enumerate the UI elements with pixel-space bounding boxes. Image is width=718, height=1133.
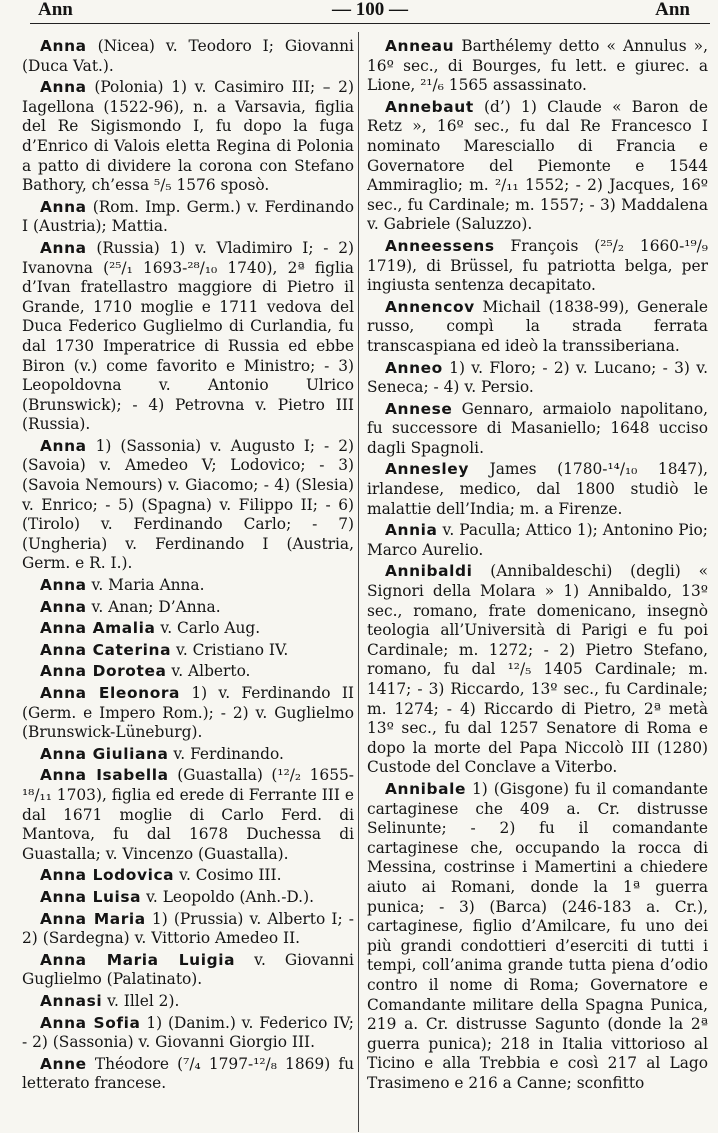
entry-headword: Anna: [40, 78, 87, 97]
entry-text: v. Carlo Aug.: [160, 619, 261, 638]
dictionary-entry: [22, 866, 354, 886]
dictionary-entry: [22, 992, 354, 1012]
entry-text: v. Paculla; Attico 1); Antonino Pio; Marco Aurelio.: [367, 521, 708, 559]
dictionary-entry: [367, 98, 708, 235]
entry-text: Gennaro, armaiolo napolitano, fu successore di Masaniello; 1648 ucciso dagli Spagnoli.: [367, 399, 708, 457]
entry-headword: Annasi: [40, 991, 103, 1010]
header-rule: [30, 23, 710, 24]
dictionary-entry: [22, 766, 354, 864]
entry-headword: Anna Isabella: [40, 766, 169, 785]
entry-headword: Annibaldi: [385, 562, 473, 581]
dictionary-entry: [22, 37, 354, 76]
entry-text: (Annibaldeschi) (degli) « Signori della Molara » 1) Annibaldo, 13º sec., romano, frate domenicano, insegnò teologia all’Università di Parigi e fu poi Cardinale; m. 1272; - 2) Pietro Stefano, romano, fu dal ¹²/₅ 1405 Cardinale; m. 1417; - 3) Riccardo, 13º sec., fu Cardinale; m. 1274; - 4) Riccardo di Pietro, 2ª metà 13º sec., fu dal 1257 Senatore di Roma e dopo la morte del Papa Niccolò III (1280) Custode del Conclave a Viterbo.: [367, 562, 708, 777]
entry-text: (Polonia) 1) v. Casimiro III; – 2) Iagellona (1522-96), n. a Varsavia, figlia del Re Sigismondo I, fu dopo la fuga d’Enrico di Valois eletta Regina di Polonia a patto di dividere la corona con Stefano Bathory, ch’essa ⁵/₅ 1576 sposò.: [22, 78, 354, 195]
entry-text: v. Anan; D’Anna.: [91, 597, 221, 616]
entry-text: v. Alberto.: [171, 662, 251, 681]
left-column: [22, 37, 354, 1096]
entry-headword: Anne: [40, 1054, 87, 1073]
dictionary-entry: [22, 1014, 354, 1053]
entry-headword: Anna: [40, 238, 87, 257]
dictionary-entry: [22, 1055, 354, 1094]
dictionary-entry: [22, 910, 354, 949]
entry-headword: Anna Dorotea: [40, 662, 167, 681]
entry-headword: Anna: [40, 436, 87, 455]
dictionary-entry: [22, 239, 354, 435]
entry-headword: Anna Maria: [40, 909, 146, 928]
dictionary-entry: [367, 37, 708, 96]
entry-text: v. Maria Anna.: [91, 576, 205, 595]
dictionary-entry: [367, 359, 708, 398]
dictionary-entry: [22, 888, 354, 908]
dictionary-entry: [22, 745, 354, 765]
dictionary-entry: [22, 641, 354, 661]
entry-headword: Anna Lodovica: [40, 866, 175, 885]
entry-text: Théodore (⁷/₄ 1797-¹²/₈ 1869) fu letterato francese.: [22, 1054, 354, 1093]
entry-headword: Anna Giuliana: [40, 744, 169, 763]
entry-headword: Annibale: [385, 779, 467, 798]
entry-text: v. Illel 2).: [107, 991, 180, 1010]
running-header: [30, 0, 710, 20]
dictionary-entry: [367, 521, 708, 560]
dictionary-entry: [22, 78, 354, 196]
entry-headword: Anna: [40, 597, 87, 616]
entry-text: 1) (Prussia) v. Alberto I; - 2) (Sardegna) v. Vittorio Amedeo II.: [22, 909, 354, 948]
dictionary-entry: [22, 619, 354, 639]
entry-headword: Anna Sofia: [40, 1013, 141, 1032]
entry-headword: Annencov: [385, 297, 475, 316]
dictionary-entry: [22, 437, 354, 574]
entry-headword: Anna: [40, 576, 87, 595]
entry-text: 1) (Gisgone) fu il comandante cartaginese che 409 a. Cr. distrusse Selinunte; - 2) fu il comandante cartaginese che, occupando la rocca di Messina, costrinse i Mamertini a chiedere aiuto ai Romani, donde la 1ª guerra punica; - 3) (Barca) (246-183 a. Cr.), cartaginese, figlio d’Amilcare, fu uno dei più grandi condottieri d’eserciti di tutti i tempi, coll’anima grande tutta piena d’odio contro il nome di Roma; Governatore e Comandante militare della Spagna Punica, 219 a. Cr. distrusse Sagunto (donde la 2ª guerra punica); 218 in Italia vittorioso al Ticino e alla Trebbia e così 217 al Lago Trasimeno e 216 a Canne; sconfitto: [367, 779, 708, 1092]
entry-headword: Anneau: [385, 37, 455, 55]
entry-headword: Anneo: [385, 358, 443, 377]
entry-headword: Annese: [385, 399, 453, 418]
dictionary-entry: [22, 576, 354, 596]
entry-text: (Guastalla) (¹²/₂ 1655-¹⁸/₁₁ 1703), figlia ed erede di Ferrante III e dal 1671 moglie di Carlo Ferd. di Mantova, fu dal 1678 Duchessa di Guastalla; v. Vincenzo (Guastalla).: [22, 766, 354, 863]
dictionary-entry: [367, 237, 708, 296]
entry-text: (Russia) 1) v. Vladimiro I; - 2) Ivanovna (²⁵/₁ 1693-²⁸/₁₀ 1740), 2ª figlia d’Ivan fratellastro maggiore di Pietro il Grande, 1710 moglie e 1711 vedova del Duca Federico Guglielmo di Curlandia, fu dal 1730 Imperatrice di Russia ed ebbe Biron (v.) come favorito e Ministro; - 3) Leopoldovna v. Antonio Ulrico (Brunswick); - 4) Petrovna v. Pietro III (Russia).: [22, 238, 354, 434]
entry-headword: Annesley: [385, 460, 469, 479]
entry-text: 1) v. Ferdinando II (Germ. e Impero Rom.); - 2) v. Guglielmo (Brunswick-Lüneburg).: [22, 684, 354, 742]
entry-headword: Anna: [40, 197, 87, 216]
page-number: — 100 —: [332, 0, 408, 20]
entry-text: Barthélemy detto « Annulus », 16º sec., di Bourges, fu lett. e giurec. a Lione, ²¹/₆ 1565 assassinato.: [367, 37, 708, 95]
entry-text: v. Leopoldo (Anh.-D.).: [146, 887, 314, 906]
entry-headword: Anna Maria Luigia: [40, 950, 236, 969]
dictionary-entry: [22, 951, 354, 990]
dictionary-entry: [367, 780, 708, 1094]
entry-text: James (1780-¹⁴/₁₀ 1847), irlandese, medico, dal 1800 studiò le malattie dell’India; m. a Firenze.: [367, 460, 708, 518]
entry-text: François (²⁵/₂ 1660-¹⁹/₉ 1719), di Brüssel, fu patriotta belga, per ingiusta sentenza decapitato.: [367, 236, 708, 295]
entry-headword: Annebaut: [385, 97, 474, 116]
entry-headword: Anna Luisa: [40, 887, 142, 906]
dictionary-entry: [367, 562, 708, 778]
dictionary-entry: [367, 298, 708, 357]
entry-text: Michail (1838-99), Generale russo, compì la strada ferrata transcaspiana ed ideò la transsiberiana.: [367, 297, 708, 355]
entry-text: v. Cosimo III.: [179, 866, 282, 885]
entry-text: v. Giovanni Guglielmo (Palatinato).: [22, 950, 354, 989]
column-divider: [358, 32, 359, 1132]
entry-headword: Anna Eleonora: [40, 684, 181, 702]
entry-text: 1) (Sassonia) v. Augusto I; - 2) (Savoia) v. Amedeo V; Lodovico; - 3) (Savoia Nemours) v. Giacomo; - 4) (Slesia) v. Enrico; - 5) (Spagna) v. Filippo II; - 6) (Tirolo) v. Ferdinando Carlo; - 7) (Ungheria) v. Ferdinando I (Austria, Germ. e R. I.).: [22, 436, 354, 573]
entry-headword: Anneessens: [385, 236, 495, 255]
entry-headword: Anna Caterina: [40, 640, 172, 659]
entry-text: 1) v. Floro; - 2) v. Lucano; - 3) v. Seneca; - 4) v. Persio.: [367, 358, 708, 397]
entry-text: (Rom. Imp. Germ.) v. Ferdinando I (Austria); Mattia.: [22, 197, 354, 236]
entry-headword: Anna: [40, 37, 87, 55]
dictionary-entry: [367, 400, 708, 459]
dictionary-entry: [22, 684, 354, 743]
header-left-guide-word: Ann: [38, 0, 73, 20]
entry-text: (Nicea) v. Teodoro I; Giovanni (Duca Vat.).: [22, 37, 354, 75]
right-column: [367, 37, 708, 1095]
dictionary-entry: [22, 198, 354, 237]
entry-headword: Anna Amalia: [40, 619, 156, 638]
dictionary-entry: [22, 662, 354, 682]
entry-text: (d’) 1) Claude « Baron de Retz », 16º sec., fu dal Re Francesco I nominato Maresciallo di Francia e Governatore del Piemonte e 1544 Ammiraglio; m. ²/₁₁ 1552; - 2) Jacques, 16º sec., fu Cardinale; m. 1557; - 3) Maddalena v. Gabriele (Saluzzo).: [367, 97, 708, 234]
dictionary-entry: [22, 598, 354, 618]
dictionary-entry: [367, 460, 708, 519]
header-right-guide-word: Ann: [655, 0, 690, 20]
entry-headword: Annia: [385, 521, 438, 540]
entry-text: v. Ferdinando.: [173, 744, 284, 763]
entry-text: v. Cristiano IV.: [175, 640, 289, 659]
entry-text: 1) (Danim.) v. Federico IV; - 2) (Sassonia) v. Giovanni Giorgio III.: [22, 1013, 354, 1052]
